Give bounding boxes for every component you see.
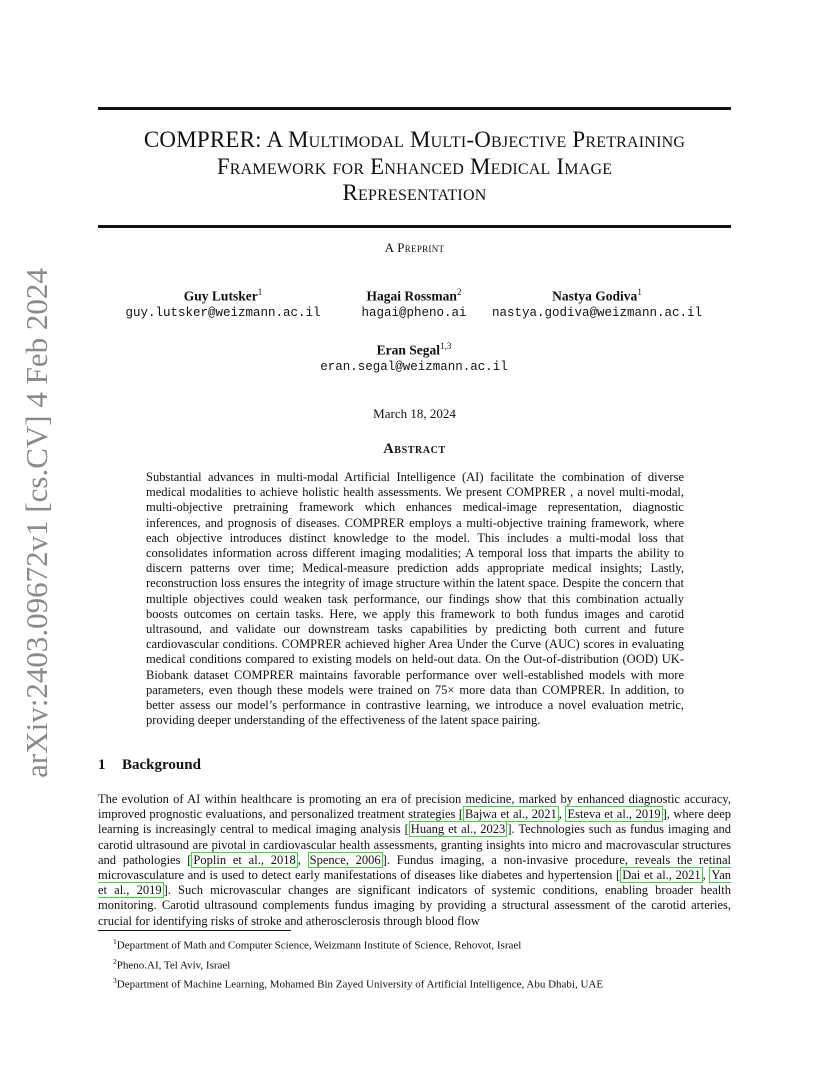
arxiv-stamp-text: arXiv:2403.09672v1 [cs.CV] 4 Feb 2024 bbox=[19, 268, 55, 778]
arxiv-stamp bbox=[17, 268, 57, 778]
author-email[interactable]: guy.lutsker@weizmann.ac.il bbox=[125, 305, 321, 320]
author-email[interactable]: nastya.godiva@weizmann.ac.il bbox=[491, 305, 703, 320]
footnote-text: Pheno.AI, Tel Aviv, Israel bbox=[116, 959, 231, 972]
affiliation-mark: 1 bbox=[257, 287, 263, 297]
footnote-rule bbox=[98, 930, 291, 931]
footnote-text: Department of Machine Learning, Mohamed Bin Zayed University of Artificial Intelligence, Abu Dhabi, UAE bbox=[116, 978, 604, 991]
body-text-run: , bbox=[558, 807, 566, 822]
abstract-heading: Abstract bbox=[383, 441, 446, 457]
abstract-text: Substantial advances in multi-modal Artificial Intelligence (AI) facilitate the combination of diverse medical modalities to achieve holistic health assessments. We present COMPRER , a novel multi-modal, multi-objective pretraining framework which enhances medical-image representation, diagnostic inferences, and prognosis of diseases. COMPRER employs a multi-objective training framework, where each objective introduces distinct knowledge to the model. This includes a multi-modal loss that consolidates information across different imaging modalities; A temporal loss that imparts the ability to discern patterns over time; Medical-measure prediction adds appropriate medical insights; Lastly, reconstruction loss ensures the integrity of image structure within the latent space. Despite the concern that multiple objectives could weaken task performance, our findings show that this combination actually boosts outcomes on certain tasks. Here, we apply this framework to both fundus images and carotid ultrasound, and validate our downstream tasks capabilities by predicting both current and future cardiovascular conditions. COMPRER achieved higher Area Under the Curve (AUC) scores in evaluating medical conditions compared to existing models on held-out data. On the Out-of-distribution (OOD) UK-Biobank dataset COMPRER maintains favorable performance over well-established models with more parameters, even though these models were trained on 75× more data than COMPRER. In addition, to better assess our model’s performance in contrastive learning, we introduce a novel evaluation metric, providing deeper understanding of the effectiveness of the latent space pairing. bbox=[146, 470, 684, 728]
title-line-2: Framework for Enhanced Medical Image bbox=[216, 153, 613, 179]
affiliation-mark: 1,3 bbox=[440, 341, 452, 351]
citation-link[interactable]: Spence, 2006 bbox=[309, 852, 381, 867]
author-name: Hagai Rossman bbox=[366, 288, 457, 304]
citation-link[interactable]: Huang et al., 2023 bbox=[410, 822, 506, 837]
body-text-run: , bbox=[297, 852, 308, 867]
footnote bbox=[113, 973, 723, 993]
citation-link[interactable]: Yan et al., 2019 bbox=[98, 868, 731, 898]
section-number: 1 bbox=[98, 757, 106, 773]
author-name: Eran Segal bbox=[376, 342, 441, 358]
footnote-mark: 3 bbox=[113, 976, 117, 986]
author-name: Guy Lutsker bbox=[183, 288, 258, 304]
title-top-rule bbox=[98, 107, 731, 110]
paper-title bbox=[98, 127, 731, 207]
citation-link[interactable]: Bajwa et al., 2021 bbox=[465, 807, 557, 822]
author-block bbox=[300, 338, 528, 375]
footnote bbox=[113, 954, 723, 974]
footnote bbox=[113, 934, 723, 954]
affiliation-mark: 1 bbox=[637, 287, 642, 297]
footnote-mark: 1 bbox=[113, 937, 117, 946]
author-block bbox=[488, 284, 706, 321]
publication-date: March 18, 2024 bbox=[373, 406, 456, 421]
citation-link[interactable]: Poplin et al., 2018 bbox=[193, 852, 296, 867]
author-email[interactable]: eran.segal@weizmann.ac.il bbox=[320, 359, 508, 374]
preprint-label: A Preprint bbox=[384, 240, 445, 255]
body-text-run: The evolution of AI within healthcare is promoting an era of precision medicine, marked by enhanced diagnostic accuracy, improved prognostic evaluations, and personalized treatment strategies [ bbox=[98, 792, 731, 822]
author-name: Nastya Godiva bbox=[552, 288, 638, 304]
affiliation-mark: 2 bbox=[456, 287, 462, 297]
body-text-run: ]. Technologies such as fundus imaging and carotid ultrasound are pivotal in cardiovascular health assessments, granting insights into micro and macrovascular structures and pathologies [ bbox=[98, 822, 731, 867]
body-text-run: ]. Such microvascular changes are significant indicators of systemic conditions, enabling broader health monitoring. Carotid ultrasound complements fundus imaging by providing a structural assessment of the carotid arteries, crucial for identifying risks of stroke and atherosclerosis through blood flow bbox=[98, 883, 732, 928]
section-heading bbox=[98, 757, 201, 774]
title-bottom-rule bbox=[98, 225, 731, 228]
citation-link[interactable]: Esteva et al., 2019 bbox=[567, 807, 661, 822]
author-email[interactable]: hagai@pheno.ai bbox=[361, 305, 467, 320]
body-text-run: ]. Fundus imaging, a non-invasive procedure, reveals the retinal microvasculature and is used to detect early manifestations of diseases like diabetes and hypertension [ bbox=[98, 852, 731, 883]
title-line-1: COMPRER: A Multimodal Multi-Objective Pretraining bbox=[143, 127, 686, 152]
author-block bbox=[118, 284, 328, 321]
footnotes bbox=[113, 934, 723, 993]
section-body bbox=[98, 792, 731, 929]
author-block bbox=[330, 284, 498, 321]
footnote-mark: 2 bbox=[113, 956, 117, 966]
body-text-run: ], where deep learning is increasingly central to medical imaging analysis [ bbox=[98, 807, 732, 837]
section-title: Background bbox=[122, 757, 201, 773]
footnote-text: Department of Math and Computer Science, Weizmann Institute of Science, Rehovot, Israel bbox=[116, 939, 522, 952]
title-line-3: Representation bbox=[342, 180, 487, 205]
body-text-run: , bbox=[702, 868, 710, 883]
citation-link[interactable]: Dai et al., 2021 bbox=[622, 868, 701, 883]
